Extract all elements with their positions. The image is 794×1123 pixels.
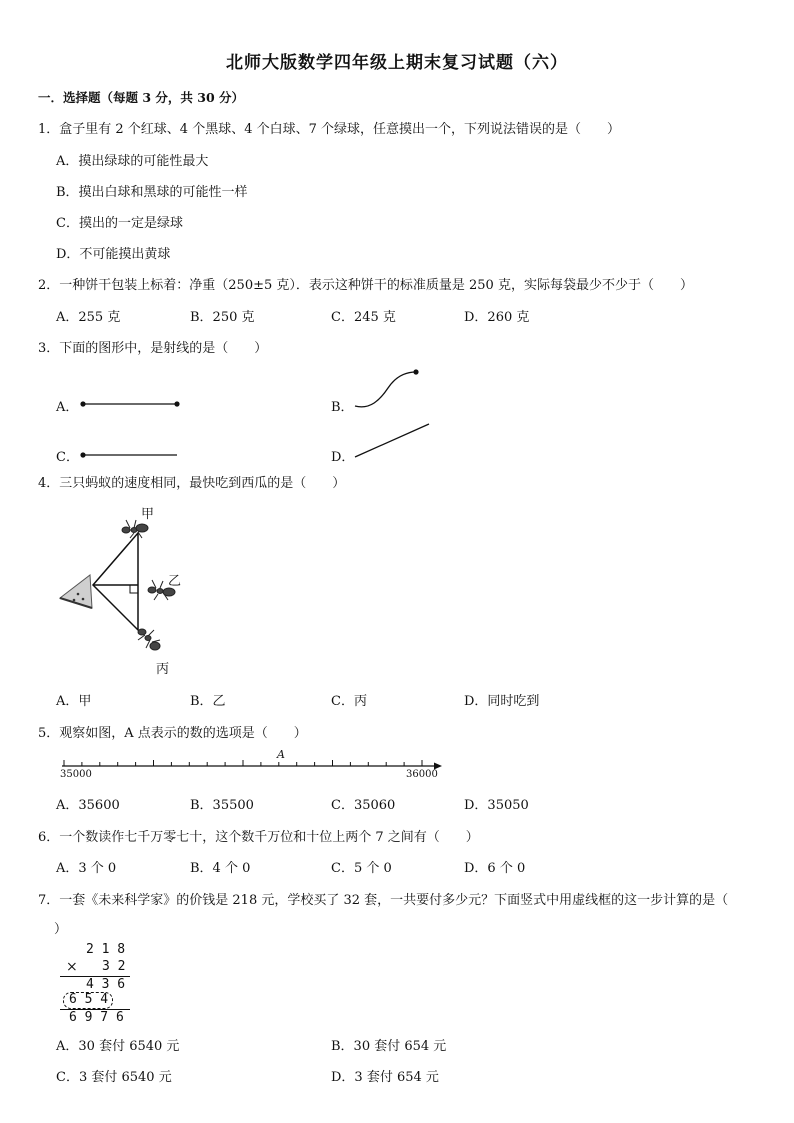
question-6-option-c[interactable]: C．5 个 0 [331, 861, 392, 876]
calc-partial-product-1: 4 3 6 [86, 977, 126, 992]
number-line [56, 748, 446, 784]
question-2-option-b[interactable]: B．250 克 [190, 310, 255, 325]
question-5-option-d[interactable]: D．35050 [464, 798, 529, 813]
question-1-option-c[interactable]: C．摸出的一定是绿球 [56, 216, 183, 231]
question-1-option-d[interactable]: D．不可能摸出黄球 [56, 247, 171, 262]
calc-result: 6 9 7 6 [69, 1010, 124, 1025]
question-4-stem: 4．三只蚂蚁的速度相同，最快吃到西瓜的是（ ） [38, 476, 346, 491]
question-7-option-b[interactable]: B．30 套付 654 元 [331, 1039, 447, 1054]
question-3-option-d[interactable]: D． [331, 450, 355, 465]
question-7-option-a[interactable]: A．30 套付 6540 元 [56, 1039, 180, 1054]
question-3-option-b[interactable]: B． [331, 400, 354, 415]
question-2-option-d[interactable]: D．260 克 [464, 310, 530, 325]
right-angle-mark [130, 585, 138, 593]
question-6-option-d[interactable]: D．6 个 0 [464, 861, 526, 876]
number-line-end-label: 36000 [406, 769, 438, 780]
question-4-option-d[interactable]: D．同时吃到 [464, 694, 540, 709]
page-title: 北师大版数学四年级上期末复习试题（六） [226, 53, 568, 73]
question-1-option-a[interactable]: A．摸出绿球的可能性最大 [56, 154, 209, 169]
segment-endpoint [174, 401, 179, 406]
question-4-option-a[interactable]: A．甲 [56, 694, 92, 709]
calc-multiply-sign: × [66, 959, 78, 975]
curve-endpoint [413, 369, 418, 374]
question-7-stem: 7．一套《未来科学家》的价钱是 218 元，学校买了 32 套，一共要付多少元？下面竖式中用虚线框的这一步计算的是（ [38, 893, 729, 908]
question-6-stem: 6．一个数读作七千万零七十，这个数千万位和十位上两个 7 之间有（ ） [38, 830, 479, 845]
question-7-stem-continued: ） [54, 922, 68, 937]
ant-icon [138, 629, 160, 650]
question-7-option-d[interactable]: D．3 套付 654 元 [331, 1070, 439, 1085]
ray-endpoint [80, 452, 85, 457]
question-2-option-c[interactable]: C．245 克 [331, 310, 396, 325]
question-5-option-a[interactable]: A．35600 [56, 798, 120, 813]
question-3-option-a[interactable]: A． [56, 400, 79, 415]
question-4-option-b[interactable]: B．乙 [190, 694, 226, 709]
question-5-option-c[interactable]: C．35060 [331, 798, 396, 813]
question-3-option-c[interactable]: C． [56, 450, 79, 465]
question-2-option-a[interactable]: A．255 克 [56, 310, 121, 325]
ant-icon [122, 520, 148, 538]
question-3-stem: 3．下面的图形中，是射线的是（ ） [38, 341, 268, 356]
number-line-start-label: 35000 [60, 769, 92, 780]
question-3-figures [70, 360, 450, 470]
ant-label-bing: 丙 [156, 662, 170, 677]
curve-line [355, 372, 416, 407]
question-1-option-b[interactable]: B．摸出白球和黑球的可能性一样 [56, 185, 248, 200]
question-6-option-a[interactable]: A．3 个 0 [56, 861, 117, 876]
ant-triangle-figure [50, 500, 200, 680]
calc-multiplicand: 2 1 8 [86, 942, 126, 957]
question-7-option-c[interactable]: C．3 套付 6540 元 [56, 1070, 172, 1085]
number-line-point-a: A [277, 748, 285, 761]
ant-label-jia: 甲 [141, 507, 155, 522]
question-6-option-b[interactable]: B．4 个 0 [190, 861, 251, 876]
question-5-stem: 5．观察如图，A 点表示的数的选项是（ ） [38, 726, 307, 741]
triangle-shape [93, 533, 138, 630]
segment-endpoint [80, 401, 85, 406]
section-heading: 一．选择题（每题 3 分，共 30 分） [38, 90, 245, 105]
question-5-option-b[interactable]: B．35500 [190, 798, 254, 813]
straight-line [355, 424, 429, 457]
calc-multiplier: 3 2 [102, 959, 126, 974]
calc-partial-product-2: 6 5 4 [69, 992, 109, 1007]
question-4-option-c[interactable]: C．丙 [331, 694, 367, 709]
question-2-stem: 2．一种饼干包装上标着：净重（250±5 克）．表示这种饼干的标准质量是 250 克，实际每袋最少不少于（ ） [38, 278, 693, 293]
ant-label-yi: 乙 [168, 574, 182, 589]
question-1-stem: 1．盒子里有 2 个红球、4 个黑球、4 个白球、7 个绿球，任意摸出一个，下列说法错误的是（ ） [38, 122, 621, 137]
